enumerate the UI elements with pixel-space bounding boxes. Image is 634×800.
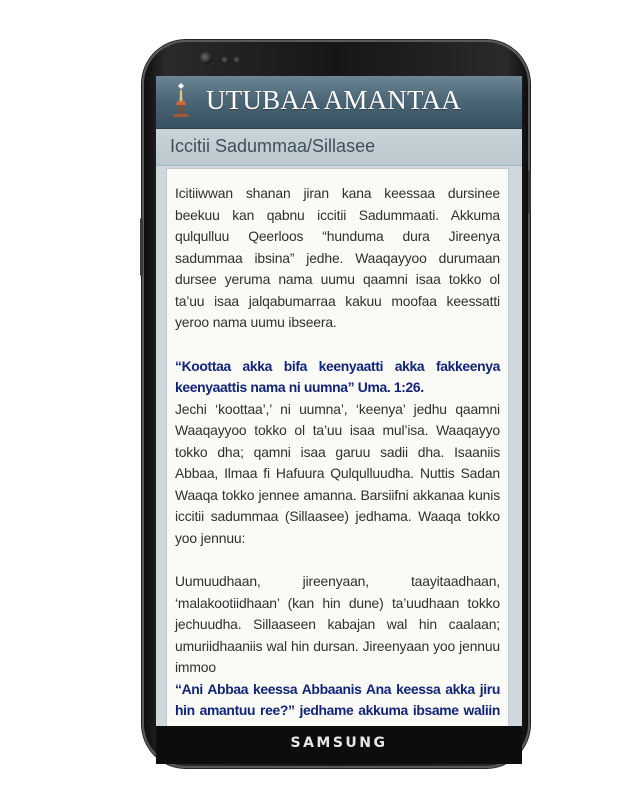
lamp-icon xyxy=(170,82,192,122)
article-paragraph: Jechi ‘koottaa’,’ ni uumna’, ‘keenya’ jedhu qaamni Waaqayyoo tokko ol ta’uu isaa mul’isa. Waaqayyo tokko dha; qamni isaa garuu sadii dha. Isaaniis Abbaa, Ilmaa fi Hafuura Qulqulluudha. Nuttis Sadan Waaqa tokko jennee amanna. Barsiifni akkanaa kunis iccitii sadummaa (Sillaasee) jedhama. Waaqa tokko yoo jennuu: xyxy=(175,400,500,546)
app-title: UTUBAA AMANTAA xyxy=(206,85,461,115)
paragraph-spacer xyxy=(175,549,500,571)
volume-button xyxy=(140,218,143,276)
app-header xyxy=(156,76,522,129)
scripture-quote: “Ani Abbaa keessa Abbaanis Ana keessa akka jiru hin amantuu ree?” jedhame akkuma ibsame waliin xyxy=(175,680,500,718)
power-button xyxy=(528,170,531,214)
page-header xyxy=(156,129,522,166)
device-brand-logo: SAMSUNG xyxy=(290,735,388,751)
article-content[interactable] xyxy=(166,168,509,728)
sensor-dot xyxy=(234,57,239,62)
article-paragraph: Uumuudhaan, jireenyaan, taayitaadhaan, ‘malakootiidhaan’ (kan hin dune) ta’uudhaan tokko jechuudha. Sillaaseen kabajan wal hin caalaan; umuriidhaaniis wal hin dursan. Jireenyaan yoo jennuu immoo xyxy=(175,573,500,675)
page-title: Iccitii Sadummaa/Sillasee xyxy=(170,136,376,156)
paragraph-spacer xyxy=(175,334,500,356)
sensor-dot xyxy=(222,57,227,62)
front-camera-icon xyxy=(200,52,212,64)
phone-bottom-bezel xyxy=(156,726,522,764)
scripture-quote: “Koottaa akka bifa keenyaatti akka fakkeenya keenyaattis nama ni uumna” Uma. 1:26. xyxy=(175,357,500,395)
app-screen xyxy=(156,76,522,726)
article-paragraph: Icitiiwwan shanan jiran kana keessaa dursinee beekuu kan qabnu iccitii Sadummaati. Akkuma qulqulluu Qeerloos “hunduma dura Jireenya sadummaa ibsina” jedhe. Waaqayyoo durumaan dursee yeruma nama uumu qaamni isaa tokko ol ta’uu isaa jalqabumarraa kakuu moofaa keessatti yeroo nama uumu ibseera. xyxy=(175,185,500,330)
